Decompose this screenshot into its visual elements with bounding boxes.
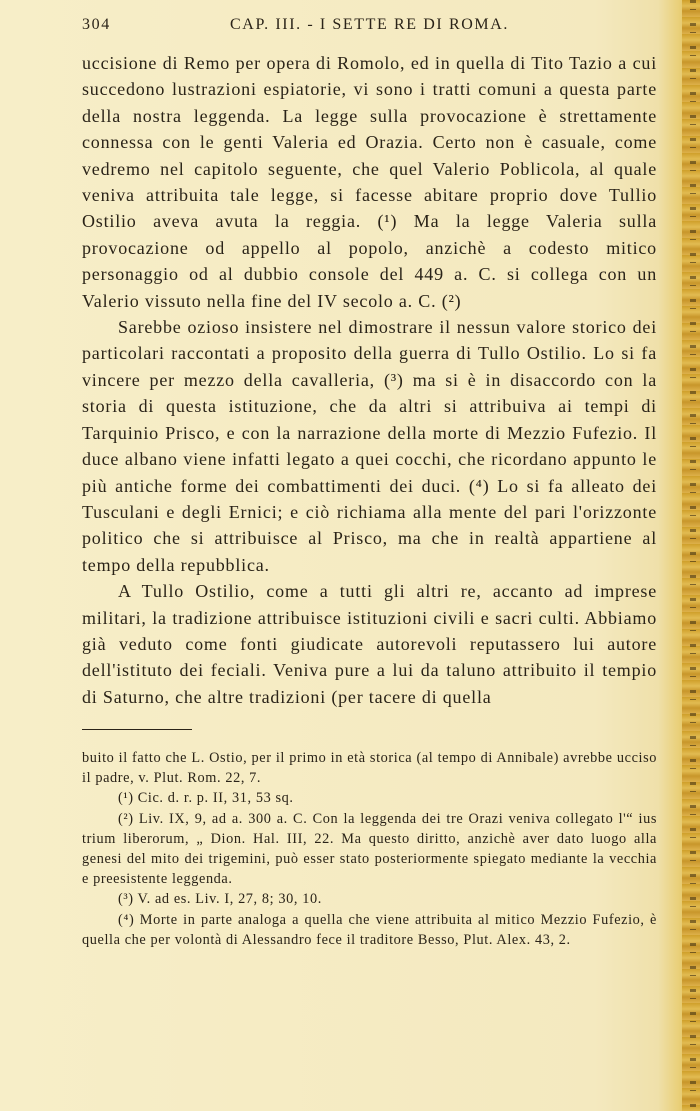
page-number: 304 [82,16,111,33]
running-head: CAP. III. - I SETTE RE DI ROMA. [230,16,509,33]
footnote-rule [82,729,192,730]
footnote-1: (¹) Cic. d. r. p. II, 31, 53 sq. [118,790,294,807]
footnotes [82,748,657,950]
main-text [82,50,657,710]
footnote-3: (³) V. ad es. Liv. I, 27, 8; 30, 10. [118,891,322,908]
footnote-2: (²) Liv. IX, 9, ad a. 300 a. C. Con la leggenda dei tre Orazi veniva collegato l'“ ius trium liberorum, „ Dion. Hal. III, 22. Ma questo diritto, anzichè aver dato luogo alla genesi del mito dei trigemini, può esser stato posteriormente spiegato mediante la vecchia e preesistente leggenda. [82,810,657,888]
paragraph: Sarebbe ozioso insistere nel dimostrare il nessun valore storico dei particolari raccontati a proposito della guerra di Tullo Ostilio. Lo si fa vincere per mezzo della cavalleria, (³) ma si è in disaccordo con la storia di questa istituzione, che da altri si attribuiva ai tempi di Tarquinio Prisco, e con la narrazione della morte di Mezzio Fufezio. Il duce albano viene infatti legato a quei cocchi, che ricordano appunto le più antiche forme dei combattimenti dei duci. (⁴) Lo si fa alleato dei Tusculani e degli Ernici; e ciò richiama alla mente del pari l'orizzonte politico che si attribuisce al Prisco, ma che in realtà appartiene al tempo della repubblica. [82,317,657,575]
page-edge-shadow [690,0,696,1111]
page-header [82,12,657,38]
paragraph: A Tullo Ostilio, come a tutti gli altri re, accanto ad imprese militari, la tradizione attribuisce istituzioni civili e sacri culti. Abbiamo già veduto come fonti giudicate autorevoli reputassero lui autore dell'istituto dei feciali. Veniva pure a lui da taluno attribuito il tempio di Saturno, che altre tradizioni (per tacere di quella [82,581,657,707]
footnote-4: (⁴) Morte in parte analoga a quella che viene attribuita al mitico Mezzio Fufezio, è quella che per volontà di Alessandro fece il traditore Besso, Plut. Alex. 43, 2. [82,911,657,948]
footnote-continuation: buito il fatto che L. Ostio, per il primo in età storica (al tempo di Annibale) avrebbe ucciso il padre, v. Plut. Rom. 22, 7. [82,750,657,787]
paragraph: uccisione di Remo per opera di Romolo, ed in quella di Tito Tazio a cui succedono lustrazioni espiatorie, vi sono i tratti comuni a questa parte della nostra leggenda. La legge sulla provocazione è strettamente connessa con le genti Valeria ed Orazia. Certo non è casuale, come vedremo nel capitolo seguente, che quel Valerio Poblicola, al quale veniva attribuita tale legge, si facesse abitare proprio dove Tullio Ostilio aveva avuta la reggia. (¹) Ma la legge Valeria sulla provocazione od appello al popolo, anzichè a codesto mitico personaggio od al dubbio console del 449 a. C. si collega con un Valerio vissuto nella fine del IV secolo a. C. (²) [82,53,657,311]
